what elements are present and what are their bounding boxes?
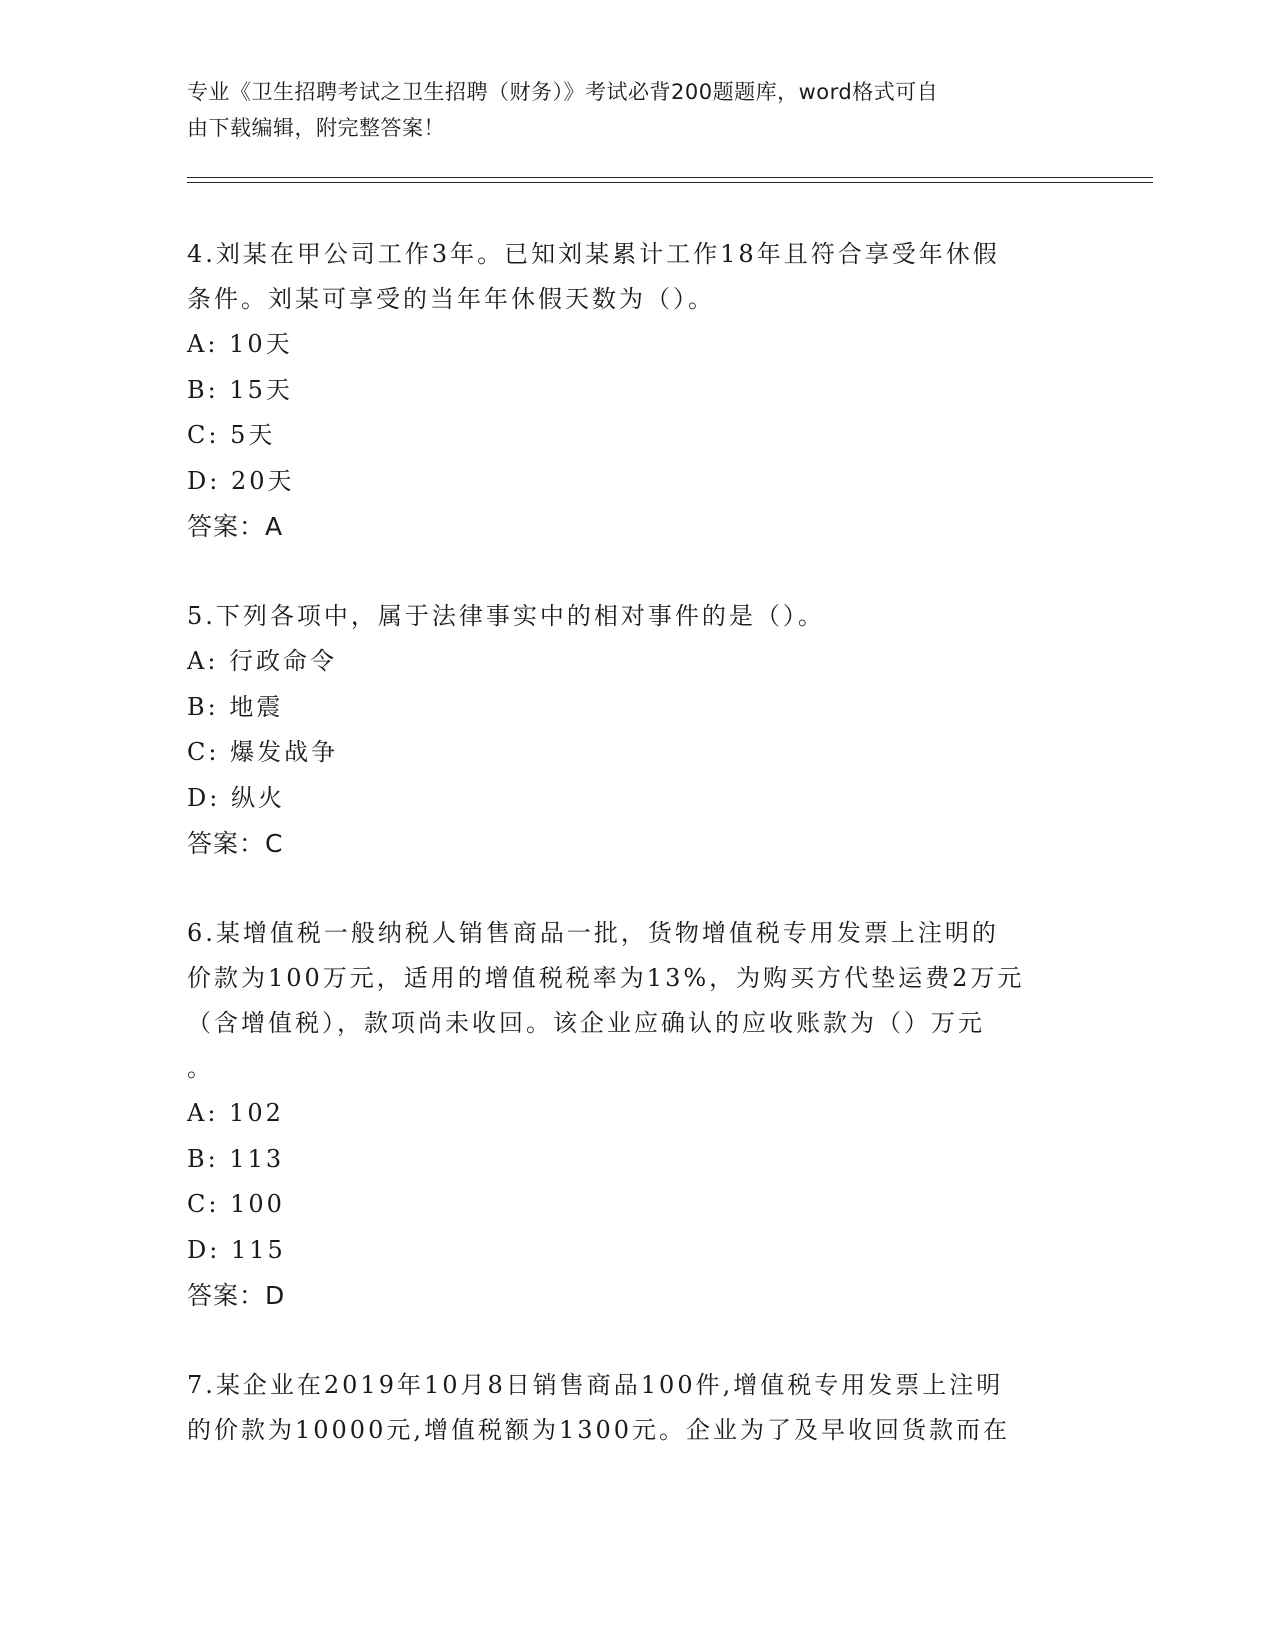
question-stem: 7.某企业在2019年10月8日销售商品100件,增值税专用发票上注明 的价款为10000元,增值税额为1300元。企业为了及早收回货款而在 (187, 1371, 1011, 1444)
document-header: 专业《卫生招聘考试之卫生招聘（财务）》考试必背200题题库，word格式可自 由下载编辑，附完整答案！ (187, 80, 939, 140)
header-divider-top (187, 177, 1153, 178)
answer-line: 答案：A (187, 512, 284, 541)
answer-line: 答案：C (187, 829, 284, 858)
option-b: B: 地震 (187, 692, 284, 721)
option-c: C: 100 (187, 1190, 285, 1218)
question-5 (187, 594, 1087, 866)
option-b: B: 113 (187, 1144, 285, 1173)
question-list (187, 232, 1087, 1498)
question-stem: 5.下列各项中，属于法律事实中的相对事件的是（）。 (187, 602, 825, 630)
option-a: A: 102 (187, 1099, 284, 1127)
option-d: D: 纵火 (187, 783, 285, 812)
question-7 (187, 1363, 1087, 1453)
option-a: A: 行政命令 (187, 647, 338, 675)
header-divider-bottom (187, 182, 1153, 183)
option-c: C: 5天 (187, 421, 276, 449)
option-a: A: 10天 (187, 330, 293, 358)
option-d: D: 115 (187, 1235, 286, 1264)
option-c: C: 爆发战争 (187, 738, 339, 766)
option-d: D: 20天 (187, 466, 295, 495)
question-stem: 6.某增值税一般纳税人销售商品一批，货物增值税专用发票上注明的 价款为100万元，适用的增值税税率为13%，为购买方代垫运费2万元 （含增值税），款项尚未收回。该企业应确认的应收账款为（）万元 。 (187, 919, 1025, 1082)
question-stem: 4.刘某在甲公司工作3年。已知刘某累计工作18年且符合享受年休假 条件。刘某可享受的当年年休假天数为（）。 (187, 240, 1000, 313)
question-6 (187, 911, 1087, 1318)
question-4 (187, 232, 1087, 549)
answer-line: 答案：D (187, 1281, 286, 1310)
option-b: B: 15天 (187, 375, 293, 404)
